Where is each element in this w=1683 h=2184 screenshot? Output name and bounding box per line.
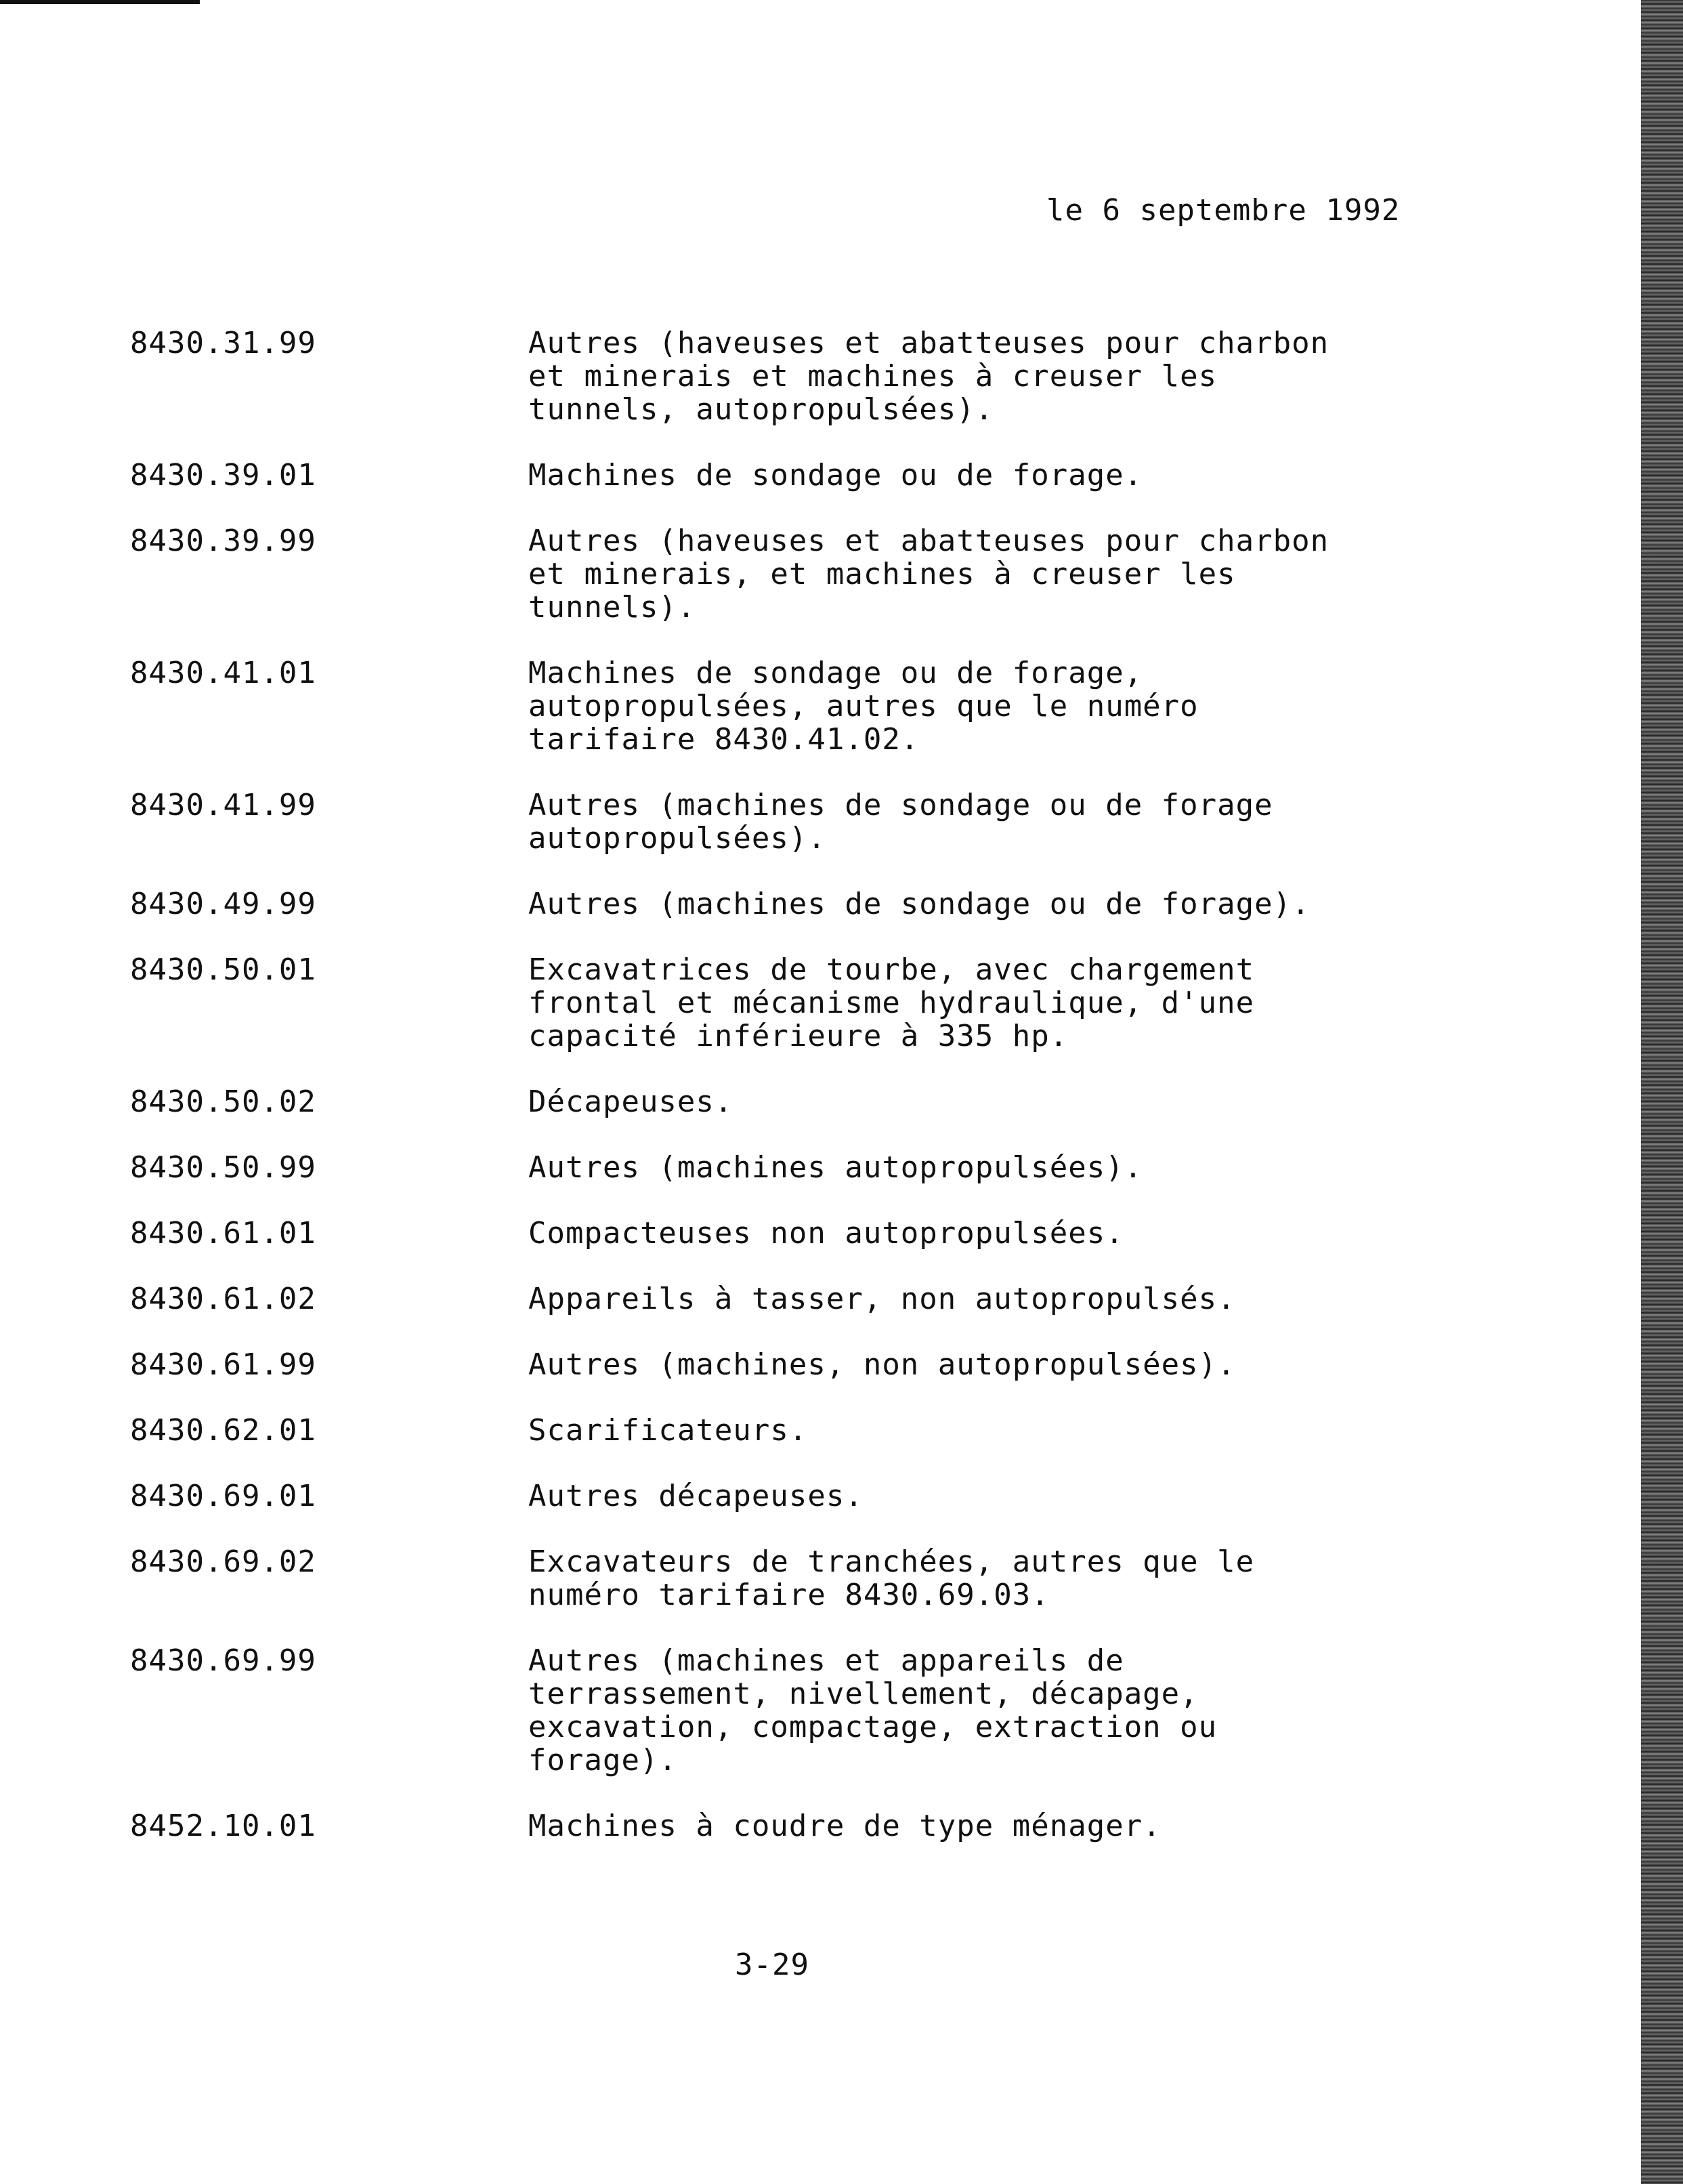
tariff-entry xyxy=(130,887,1485,921)
tariff-entry xyxy=(130,1414,1485,1447)
page-number: 3-29 xyxy=(735,1948,809,1982)
tariff-description: Scarificateurs. xyxy=(528,1413,808,1448)
tariff-description: Machines à coudre de type ménager. xyxy=(528,1809,1162,1843)
tariff-code: 8430.69.99 xyxy=(130,1643,316,1678)
tariff-list xyxy=(130,327,1485,1875)
tariff-entry xyxy=(130,1085,1485,1118)
tariff-entry xyxy=(130,1644,1485,1777)
tariff-description: Autres décapeuses. xyxy=(528,1479,864,1513)
tariff-entry xyxy=(130,1348,1485,1381)
tariff-entry xyxy=(130,953,1485,1053)
tariff-entry xyxy=(130,656,1485,756)
tariff-entry xyxy=(130,789,1485,855)
tariff-code: 8430.41.99 xyxy=(130,788,316,822)
scanner-edge xyxy=(1641,0,1683,2184)
tariff-description: Autres (haveuses et abatteuses pour charbon et minerais et machines à creuser les tunnels, autopropulsées). xyxy=(528,326,1329,427)
tariff-description: Machines de sondage ou de forage, autopropulsées, autres que le numéro tarifaire 8430.41.02. xyxy=(528,656,1199,757)
tariff-description: Autres (haveuses et abatteuses pour charbon et minerais, et machines à creuser les tunnels). xyxy=(528,524,1329,625)
tariff-entry xyxy=(130,1479,1485,1513)
tariff-code: 8430.50.99 xyxy=(130,1150,316,1185)
scan-mark xyxy=(0,0,200,4)
tariff-code: 8430.49.99 xyxy=(130,887,316,921)
tariff-entry xyxy=(130,459,1485,492)
tariff-description: Autres (machines de sondage ou de forage autopropulsées). xyxy=(528,788,1273,856)
tariff-description: Excavatrices de tourbe, avec chargement frontal et mécanisme hydraulique, d'une capacité inférieure à 335 hp. xyxy=(528,952,1255,1053)
tariff-entry xyxy=(130,1809,1485,1843)
tariff-entry xyxy=(130,524,1485,624)
tariff-code: 8452.10.01 xyxy=(130,1809,316,1843)
tariff-code: 8430.39.01 xyxy=(130,458,316,492)
tariff-code: 8430.61.99 xyxy=(130,1347,316,1382)
tariff-description: Excavateurs de tranchées, autres que le numéro tarifaire 8430.69.03. xyxy=(528,1545,1255,1612)
tariff-entry xyxy=(130,1545,1485,1612)
tariff-entry xyxy=(130,1151,1485,1184)
tariff-entry xyxy=(130,1282,1485,1316)
tariff-description: Autres (machines autopropulsées). xyxy=(528,1150,1143,1185)
tariff-description: Compacteuses non autopropulsées. xyxy=(528,1216,1124,1251)
tariff-description: Machines de sondage ou de forage. xyxy=(528,458,1143,492)
tariff-code: 8430.50.02 xyxy=(130,1085,316,1119)
tariff-code: 8430.39.99 xyxy=(130,524,316,558)
tariff-code: 8430.61.01 xyxy=(130,1216,316,1251)
tariff-code: 8430.69.02 xyxy=(130,1545,316,1579)
tariff-entry xyxy=(130,327,1485,426)
tariff-description: Décapeuses. xyxy=(528,1085,733,1119)
tariff-code: 8430.41.01 xyxy=(130,656,316,690)
document-date: le 6 septembre 1992 xyxy=(1046,193,1401,228)
tariff-code: 8430.69.01 xyxy=(130,1479,316,1513)
tariff-description: Appareils à tasser, non autopropulsés. xyxy=(528,1282,1236,1316)
tariff-description: Autres (machines de sondage ou de forage). xyxy=(528,887,1311,921)
tariff-description: Autres (machines, non autopropulsées). xyxy=(528,1347,1236,1382)
tariff-code: 8430.62.01 xyxy=(130,1413,316,1448)
tariff-code: 8430.31.99 xyxy=(130,326,316,360)
tariff-entry xyxy=(130,1217,1485,1250)
tariff-description: Autres (machines et appareils de terrassement, nivellement, décapage, excavation, compactage, extraction ou forage). xyxy=(528,1643,1218,1778)
tariff-code: 8430.50.01 xyxy=(130,952,316,987)
tariff-code: 8430.61.02 xyxy=(130,1282,316,1316)
